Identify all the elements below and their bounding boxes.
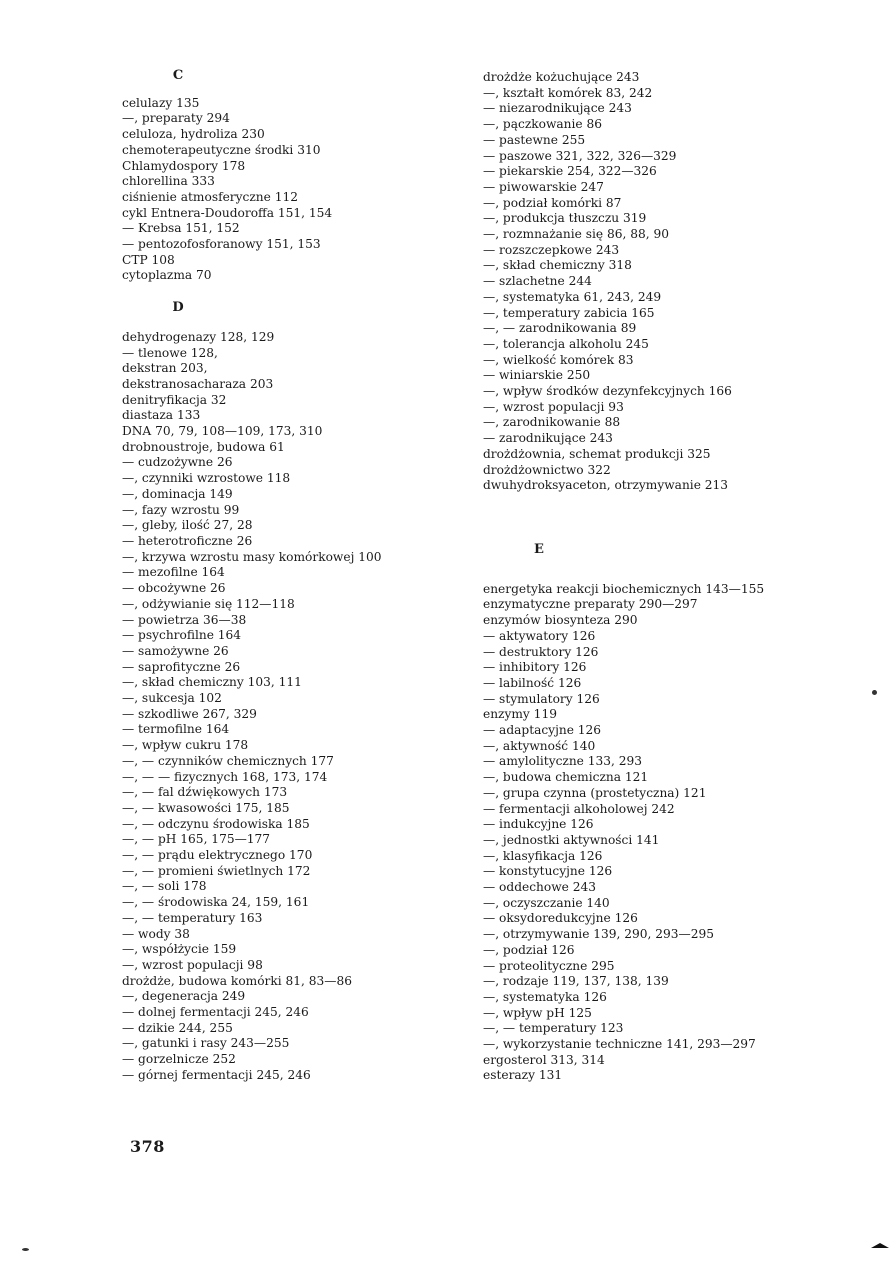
index-entry: —, oczyszczanie 140 [483,895,610,910]
index-entry: —, kształt komórek 83, 242 [483,85,653,100]
section-letter-c: C [172,68,184,83]
scan-speck [22,1248,29,1251]
index-entry: —, wzrost populacji 93 [483,399,624,414]
index-entry: — paszowe 321, 322, 326—329 [483,148,677,163]
index-entry: —, podział 126 [483,942,575,957]
index-entry: — winiarskie 250 [483,368,591,383]
index-entry: drożdże kożuchujące 243 [483,70,640,84]
index-entry: —, gleby, ilość 27, 28 [122,518,253,533]
section-letter-d: D [172,300,184,316]
index-entry: —, wzrost populacji 98 [122,957,263,972]
section-d-continued-entries [483,70,803,494]
index-entry: —, pączkowanie 86 [483,117,603,132]
index-column-right [483,70,803,1084]
index-entry: enzymatyczne preparaty 290—297 [483,597,698,612]
index-entry: DNA 70, 79, 108—109, 173, 310 [122,424,323,439]
index-entry: — obcożywne 26 [122,581,226,596]
index-entry: —, jednostki aktywności 141 [483,832,660,847]
index-entry: —, wielkość komórek 83 [483,352,634,367]
index-entry: — psychrofilne 164 [122,628,242,643]
index-entry: drobnoustroje, budowa 61 [122,439,285,454]
index-entry: — pastewne 255 [483,132,586,147]
index-entry: —, temperatury zabicia 165 [483,305,655,320]
index-entry: —, — środowiska 24, 159, 161 [122,895,310,910]
index-entry: — amylolityczne 133, 293 [483,754,643,769]
index-entry: — heterotroficzne 26 [122,533,253,548]
index-entry: —, czynniki wzrostowe 118 [122,471,291,486]
index-entry: —, produkcja tłuszczu 319 [483,211,647,226]
index-entry: —, systematyka 61, 243, 249 [483,289,662,304]
index-entry: — inhibitory 126 [483,660,587,675]
index-entry: drożdże, budowa komórki 81, 83—86 [122,973,352,988]
index-entry: —, rodzaje 119, 137, 138, 139 [483,974,669,989]
index-entry: —, zarodnikowanie 88 [483,415,621,430]
index-entry: —, — promieni świetlnych 172 [122,863,311,878]
index-entry: energetyka reakcji biochemicznych 143—155 [483,581,765,596]
index-entry: celulazy 135 [122,95,200,110]
index-entry: — Krebsa 151, 152 [122,221,240,236]
index-entry: diastaza 133 [122,408,201,423]
index-entry: —, sukcesja 102 [122,691,222,706]
index-entry: —, wpływ środków dezynfekcyjnych 166 [483,384,732,399]
index-entry: — stymulatory 126 [483,691,600,706]
index-entry: —, preparaty 294 [122,111,230,126]
index-entry: — niezarodnikujące 243 [483,101,632,116]
index-entry: —, dominacja 149 [122,486,233,501]
index-entry: —, tolerancja alkoholu 245 [483,336,649,351]
index-entry: — wody 38 [122,926,190,941]
scan-speck [872,690,877,695]
index-entry: —, — temperatury 163 [122,910,263,925]
index-entry: chlorellina 333 [122,174,215,189]
index-entry: —, skład chemiczny 318 [483,258,632,273]
index-entry: cytoplazma 70 [122,268,212,283]
index-entry: — proteolityczne 295 [483,958,615,973]
index-entry: —, — czynników chemicznych 177 [122,753,334,768]
index-entry: —, — temperatury 123 [483,1021,624,1036]
index-entry: —, wpływ cukru 178 [122,738,249,753]
index-entry: —, — pH 165, 175—177 [122,832,271,847]
section-c-entries [122,96,467,284]
index-entry: — destruktory 126 [483,644,599,659]
index-entry: ergosterol 313, 314 [483,1052,605,1067]
index-entry: —, gatunki i rasy 243—255 [122,1036,290,1051]
index-entry: cykl Entnera-Doudoroffa 151, 154 [122,205,333,220]
section-e-entries [483,582,803,1085]
index-entry: — saprofityczne 26 [122,659,241,674]
index-entry: —, — fal dźwiękowych 173 [122,785,288,800]
index-entry: — samożywne 26 [122,643,229,658]
index-entry: celuloza, hydroliza 230 [122,127,265,142]
index-entry: —, fazy wzrostu 99 [122,502,240,517]
index-entry: — dolnej fermentacji 245, 246 [122,1005,309,1020]
index-entry: dwuhydroksyaceton, otrzymywanie 213 [483,478,729,493]
index-entry: —, podział komórki 87 [483,195,622,210]
index-entry: —, budowa chemiczna 121 [483,770,649,785]
index-entry: — oksydoredukcyjne 126 [483,911,638,926]
index-entry: — aktywatory 126 [483,628,596,643]
index-entry: —, skład chemiczny 103, 111 [122,675,302,690]
index-entry: —, wpływ pH 125 [483,1005,592,1020]
index-entry: — fermentacji alkoholowej 242 [483,801,675,816]
index-entry: — powietrza 36—38 [122,612,247,627]
index-entry: — indukcyjne 126 [483,817,594,832]
index-entry: —, krzywa wzrostu masy komórkowej 100 [122,549,382,564]
index-entry: chemoterapeutyczne środki 310 [122,142,321,157]
index-entry: — szlachetne 244 [483,274,592,289]
index-entry: —, degeneracja 249 [122,989,246,1004]
index-entry: — tlenowe 128, [122,345,218,360]
index-entry: —, systematyka 126 [483,989,607,1004]
index-entry: — labilność 126 [483,675,582,690]
index-entry: —, — zarodnikowania 89 [483,321,637,336]
index-entry: —, — kwasowości 175, 185 [122,800,290,815]
page-number: 378 [130,1137,165,1156]
index-entry: — dzikie 244, 255 [122,1020,233,1035]
index-entry: — gorzelnicze 252 [122,1052,236,1067]
index-entry: — mezofilne 164 [122,565,225,580]
index-entry: — górnej fermentacji 245, 246 [122,1067,311,1082]
index-entry: CTP 108 [122,252,175,267]
index-entry: — rozszczepkowe 243 [483,242,620,257]
index-entry: ciśnienie atmosferyczne 112 [122,189,298,204]
index-column-left [122,62,467,1084]
index-entry: — zarodnikujące 243 [483,431,613,446]
index-entry: enzymy 119 [483,707,557,722]
scan-speck [871,1243,889,1248]
index-entry: —, klasyfikacja 126 [483,848,603,863]
index-entry: dekstranosacharaza 203 [122,376,274,391]
index-entry: —, odżywianie się 112—118 [122,596,295,611]
index-entry: enzymów biosynteza 290 [483,613,638,628]
index-entry: dekstran 203, [122,361,208,376]
index-entry: — cudzożywne 26 [122,455,233,470]
index-entry: —, — prądu elektrycznego 170 [122,848,313,863]
index-entry: —, — odczynu środowiska 185 [122,816,310,831]
section-letter-e: E [534,541,544,557]
index-entry: —, rozmnażanie się 86, 88, 90 [483,227,669,242]
index-entry: —, — soli 178 [122,879,207,894]
index-entry: — termofilne 164 [122,722,230,737]
index-entry: drożdżownia, schemat produkcji 325 [483,446,711,461]
index-entry: —, współżycie 159 [122,942,237,957]
index-entry: —, otrzymywanie 139, 290, 293—295 [483,927,715,942]
section-d-entries [122,330,467,1084]
index-entry: —, aktywność 140 [483,738,596,753]
index-entry: — szkodliwe 267, 329 [122,706,257,721]
index-entry: —, — — fizycznych 168, 173, 174 [122,769,328,784]
index-entry: —, wykorzystanie techniczne 141, 293—297 [483,1037,756,1052]
index-entry: — piwowarskie 247 [483,179,604,194]
index-entry: — konstytucyjne 126 [483,864,613,879]
index-entry: — pentozofosforanowy 151, 153 [122,237,321,252]
index-entry: — piekarskie 254, 322—326 [483,164,657,179]
index-entry: Chlamydospory 178 [122,158,246,173]
index-entry: drożdżownictwo 322 [483,462,611,477]
index-entry: esterazy 131 [483,1068,563,1083]
index-entry: — oddechowe 243 [483,880,597,895]
index-entry: denitryfikacja 32 [122,392,227,407]
index-entry: dehydrogenazy 128, 129 [122,329,275,344]
index-entry: —, grupa czynna (prostetyczna) 121 [483,785,707,800]
index-entry: — adaptacyjne 126 [483,723,602,738]
